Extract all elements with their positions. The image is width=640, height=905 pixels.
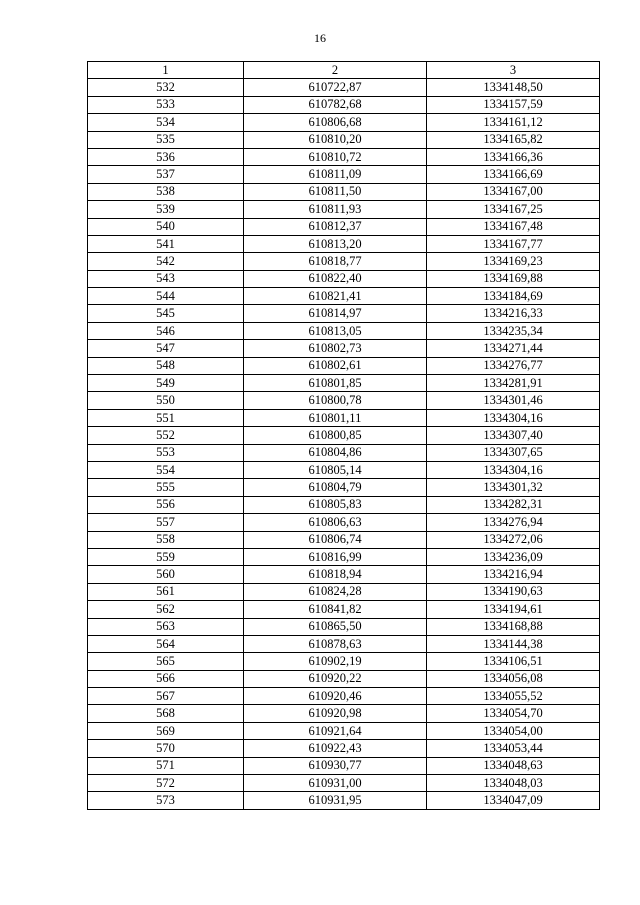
point-number-cell: 561	[88, 583, 244, 600]
y-coordinate-cell: 1334272,06	[427, 531, 600, 548]
table-row	[88, 288, 600, 305]
y-coordinate-cell: 1334169,23	[427, 253, 600, 270]
x-coordinate-cell: 610930,77	[244, 757, 427, 774]
point-number-cell: 544	[88, 288, 244, 305]
x-coordinate-cell: 610805,83	[244, 496, 427, 513]
x-coordinate-cell: 610811,93	[244, 201, 427, 218]
table-row	[88, 392, 600, 409]
x-coordinate-cell: 610824,28	[244, 583, 427, 600]
table-row	[88, 305, 600, 322]
y-coordinate-cell: 1334307,40	[427, 427, 600, 444]
header-col-1: 1	[88, 62, 244, 79]
x-coordinate-cell: 610802,73	[244, 340, 427, 357]
y-coordinate-cell: 1334282,31	[427, 496, 600, 513]
x-coordinate-cell: 610782,68	[244, 96, 427, 113]
x-coordinate-cell: 610841,82	[244, 601, 427, 618]
point-number-cell: 557	[88, 514, 244, 531]
y-coordinate-cell: 1334169,88	[427, 270, 600, 287]
y-coordinate-cell: 1334276,77	[427, 357, 600, 374]
table-row	[88, 409, 600, 426]
point-number-cell: 552	[88, 427, 244, 444]
point-number-cell: 547	[88, 340, 244, 357]
table-row	[88, 792, 600, 809]
point-number-cell: 559	[88, 548, 244, 565]
point-number-cell: 572	[88, 775, 244, 792]
x-coordinate-cell: 610800,78	[244, 392, 427, 409]
x-coordinate-cell: 610801,11	[244, 409, 427, 426]
table-row	[88, 757, 600, 774]
x-coordinate-cell: 610922,43	[244, 740, 427, 757]
point-number-cell: 546	[88, 322, 244, 339]
y-coordinate-cell: 1334307,65	[427, 444, 600, 461]
point-number-cell: 555	[88, 479, 244, 496]
y-coordinate-cell: 1334216,33	[427, 305, 600, 322]
table-row	[88, 96, 600, 113]
y-coordinate-cell: 1334301,46	[427, 392, 600, 409]
y-coordinate-cell: 1334056,08	[427, 670, 600, 687]
x-coordinate-cell: 610800,85	[244, 427, 427, 444]
point-number-cell: 562	[88, 601, 244, 618]
point-number-cell: 563	[88, 618, 244, 635]
y-coordinate-cell: 1334190,63	[427, 583, 600, 600]
point-number-cell: 536	[88, 148, 244, 165]
point-number-cell: 554	[88, 461, 244, 478]
point-number-cell: 542	[88, 253, 244, 270]
y-coordinate-cell: 1334055,52	[427, 688, 600, 705]
point-number-cell: 565	[88, 653, 244, 670]
x-coordinate-cell: 610816,99	[244, 548, 427, 565]
table-row	[88, 270, 600, 287]
table-row	[88, 218, 600, 235]
x-coordinate-cell: 610931,00	[244, 775, 427, 792]
x-coordinate-cell: 610722,87	[244, 79, 427, 96]
x-coordinate-cell: 610810,72	[244, 148, 427, 165]
table-row	[88, 566, 600, 583]
point-number-cell: 545	[88, 305, 244, 322]
point-number-cell: 538	[88, 183, 244, 200]
y-coordinate-cell: 1334047,09	[427, 792, 600, 809]
point-number-cell: 537	[88, 166, 244, 183]
table-row	[88, 635, 600, 652]
x-coordinate-cell: 610921,64	[244, 722, 427, 739]
y-coordinate-cell: 1334194,61	[427, 601, 600, 618]
table-row	[88, 775, 600, 792]
table-row	[88, 601, 600, 618]
point-number-cell: 548	[88, 357, 244, 374]
x-coordinate-cell: 610806,63	[244, 514, 427, 531]
x-coordinate-cell: 610804,79	[244, 479, 427, 496]
y-coordinate-cell: 1334048,63	[427, 757, 600, 774]
y-coordinate-cell: 1334167,25	[427, 201, 600, 218]
point-number-cell: 543	[88, 270, 244, 287]
table-row	[88, 79, 600, 96]
header-col-3: 3	[427, 62, 600, 79]
table-row	[88, 114, 600, 131]
x-coordinate-cell: 610804,86	[244, 444, 427, 461]
x-coordinate-cell: 610818,94	[244, 566, 427, 583]
table-row	[88, 514, 600, 531]
table-body	[88, 79, 600, 809]
table-row	[88, 548, 600, 565]
table-row	[88, 461, 600, 478]
y-coordinate-cell: 1334281,91	[427, 375, 600, 392]
table-row	[88, 618, 600, 635]
x-coordinate-cell: 610813,05	[244, 322, 427, 339]
y-coordinate-cell: 1334276,94	[427, 514, 600, 531]
y-coordinate-cell: 1334304,16	[427, 409, 600, 426]
x-coordinate-cell: 610812,37	[244, 218, 427, 235]
x-coordinate-cell: 610818,77	[244, 253, 427, 270]
y-coordinate-cell: 1334106,51	[427, 653, 600, 670]
table-row	[88, 740, 600, 757]
table-row	[88, 653, 600, 670]
x-coordinate-cell: 610801,85	[244, 375, 427, 392]
point-number-cell: 539	[88, 201, 244, 218]
y-coordinate-cell: 1334184,69	[427, 288, 600, 305]
y-coordinate-cell: 1334235,34	[427, 322, 600, 339]
table-row	[88, 148, 600, 165]
y-coordinate-cell: 1334144,38	[427, 635, 600, 652]
page-number: 16	[314, 31, 326, 45]
y-coordinate-cell: 1334148,50	[427, 79, 600, 96]
point-number-cell: 564	[88, 635, 244, 652]
table-row	[88, 705, 600, 722]
point-number-cell: 550	[88, 392, 244, 409]
table-row	[88, 201, 600, 218]
x-coordinate-cell: 610811,09	[244, 166, 427, 183]
x-coordinate-cell: 610878,63	[244, 635, 427, 652]
point-number-cell: 566	[88, 670, 244, 687]
x-coordinate-cell: 610902,19	[244, 653, 427, 670]
table-row	[88, 357, 600, 374]
x-coordinate-cell: 610920,98	[244, 705, 427, 722]
x-coordinate-cell: 610822,40	[244, 270, 427, 287]
table-row	[88, 427, 600, 444]
point-number-cell: 567	[88, 688, 244, 705]
table-row	[88, 583, 600, 600]
point-number-cell: 540	[88, 218, 244, 235]
table-row	[88, 444, 600, 461]
coordinates-table	[87, 61, 600, 810]
x-coordinate-cell: 610813,20	[244, 235, 427, 252]
table-row	[88, 496, 600, 513]
point-number-cell: 558	[88, 531, 244, 548]
y-coordinate-cell: 1334166,69	[427, 166, 600, 183]
y-coordinate-cell: 1334161,12	[427, 114, 600, 131]
point-number-cell: 560	[88, 566, 244, 583]
y-coordinate-cell: 1334054,70	[427, 705, 600, 722]
table-row	[88, 688, 600, 705]
point-number-cell: 534	[88, 114, 244, 131]
y-coordinate-cell: 1334301,32	[427, 479, 600, 496]
y-coordinate-cell: 1334236,09	[427, 548, 600, 565]
y-coordinate-cell: 1334048,03	[427, 775, 600, 792]
table-row	[88, 375, 600, 392]
point-number-cell: 549	[88, 375, 244, 392]
y-coordinate-cell: 1334157,59	[427, 96, 600, 113]
x-coordinate-cell: 610920,46	[244, 688, 427, 705]
point-number-cell: 533	[88, 96, 244, 113]
table-row	[88, 722, 600, 739]
table-row	[88, 235, 600, 252]
point-number-cell: 535	[88, 131, 244, 148]
point-number-cell: 570	[88, 740, 244, 757]
table-row	[88, 253, 600, 270]
table-row	[88, 131, 600, 148]
y-coordinate-cell: 1334166,36	[427, 148, 600, 165]
point-number-cell: 571	[88, 757, 244, 774]
point-number-cell: 573	[88, 792, 244, 809]
table-row	[88, 531, 600, 548]
y-coordinate-cell: 1334304,16	[427, 461, 600, 478]
x-coordinate-cell: 610920,22	[244, 670, 427, 687]
point-number-cell: 569	[88, 722, 244, 739]
point-number-cell: 556	[88, 496, 244, 513]
y-coordinate-cell: 1334216,94	[427, 566, 600, 583]
x-coordinate-cell: 610805,14	[244, 461, 427, 478]
x-coordinate-cell: 610821,41	[244, 288, 427, 305]
x-coordinate-cell: 610865,50	[244, 618, 427, 635]
table-row	[88, 322, 600, 339]
x-coordinate-cell: 610931,95	[244, 792, 427, 809]
point-number-cell: 551	[88, 409, 244, 426]
header-row	[88, 62, 600, 79]
point-number-cell: 532	[88, 79, 244, 96]
y-coordinate-cell: 1334165,82	[427, 131, 600, 148]
y-coordinate-cell: 1334053,44	[427, 740, 600, 757]
table-header	[88, 62, 600, 79]
y-coordinate-cell: 1334167,00	[427, 183, 600, 200]
table-row	[88, 670, 600, 687]
x-coordinate-cell: 610811,50	[244, 183, 427, 200]
x-coordinate-cell: 610806,68	[244, 114, 427, 131]
y-coordinate-cell: 1334271,44	[427, 340, 600, 357]
y-coordinate-cell: 1334167,77	[427, 235, 600, 252]
x-coordinate-cell: 610806,74	[244, 531, 427, 548]
point-number-cell: 541	[88, 235, 244, 252]
x-coordinate-cell: 610814,97	[244, 305, 427, 322]
table-row	[88, 183, 600, 200]
point-number-cell: 568	[88, 705, 244, 722]
table-row	[88, 340, 600, 357]
table-row	[88, 166, 600, 183]
y-coordinate-cell: 1334167,48	[427, 218, 600, 235]
x-coordinate-cell: 610802,61	[244, 357, 427, 374]
y-coordinate-cell: 1334054,00	[427, 722, 600, 739]
point-number-cell: 553	[88, 444, 244, 461]
table-row	[88, 479, 600, 496]
header-col-2: 2	[244, 62, 427, 79]
y-coordinate-cell: 1334168,88	[427, 618, 600, 635]
x-coordinate-cell: 610810,20	[244, 131, 427, 148]
